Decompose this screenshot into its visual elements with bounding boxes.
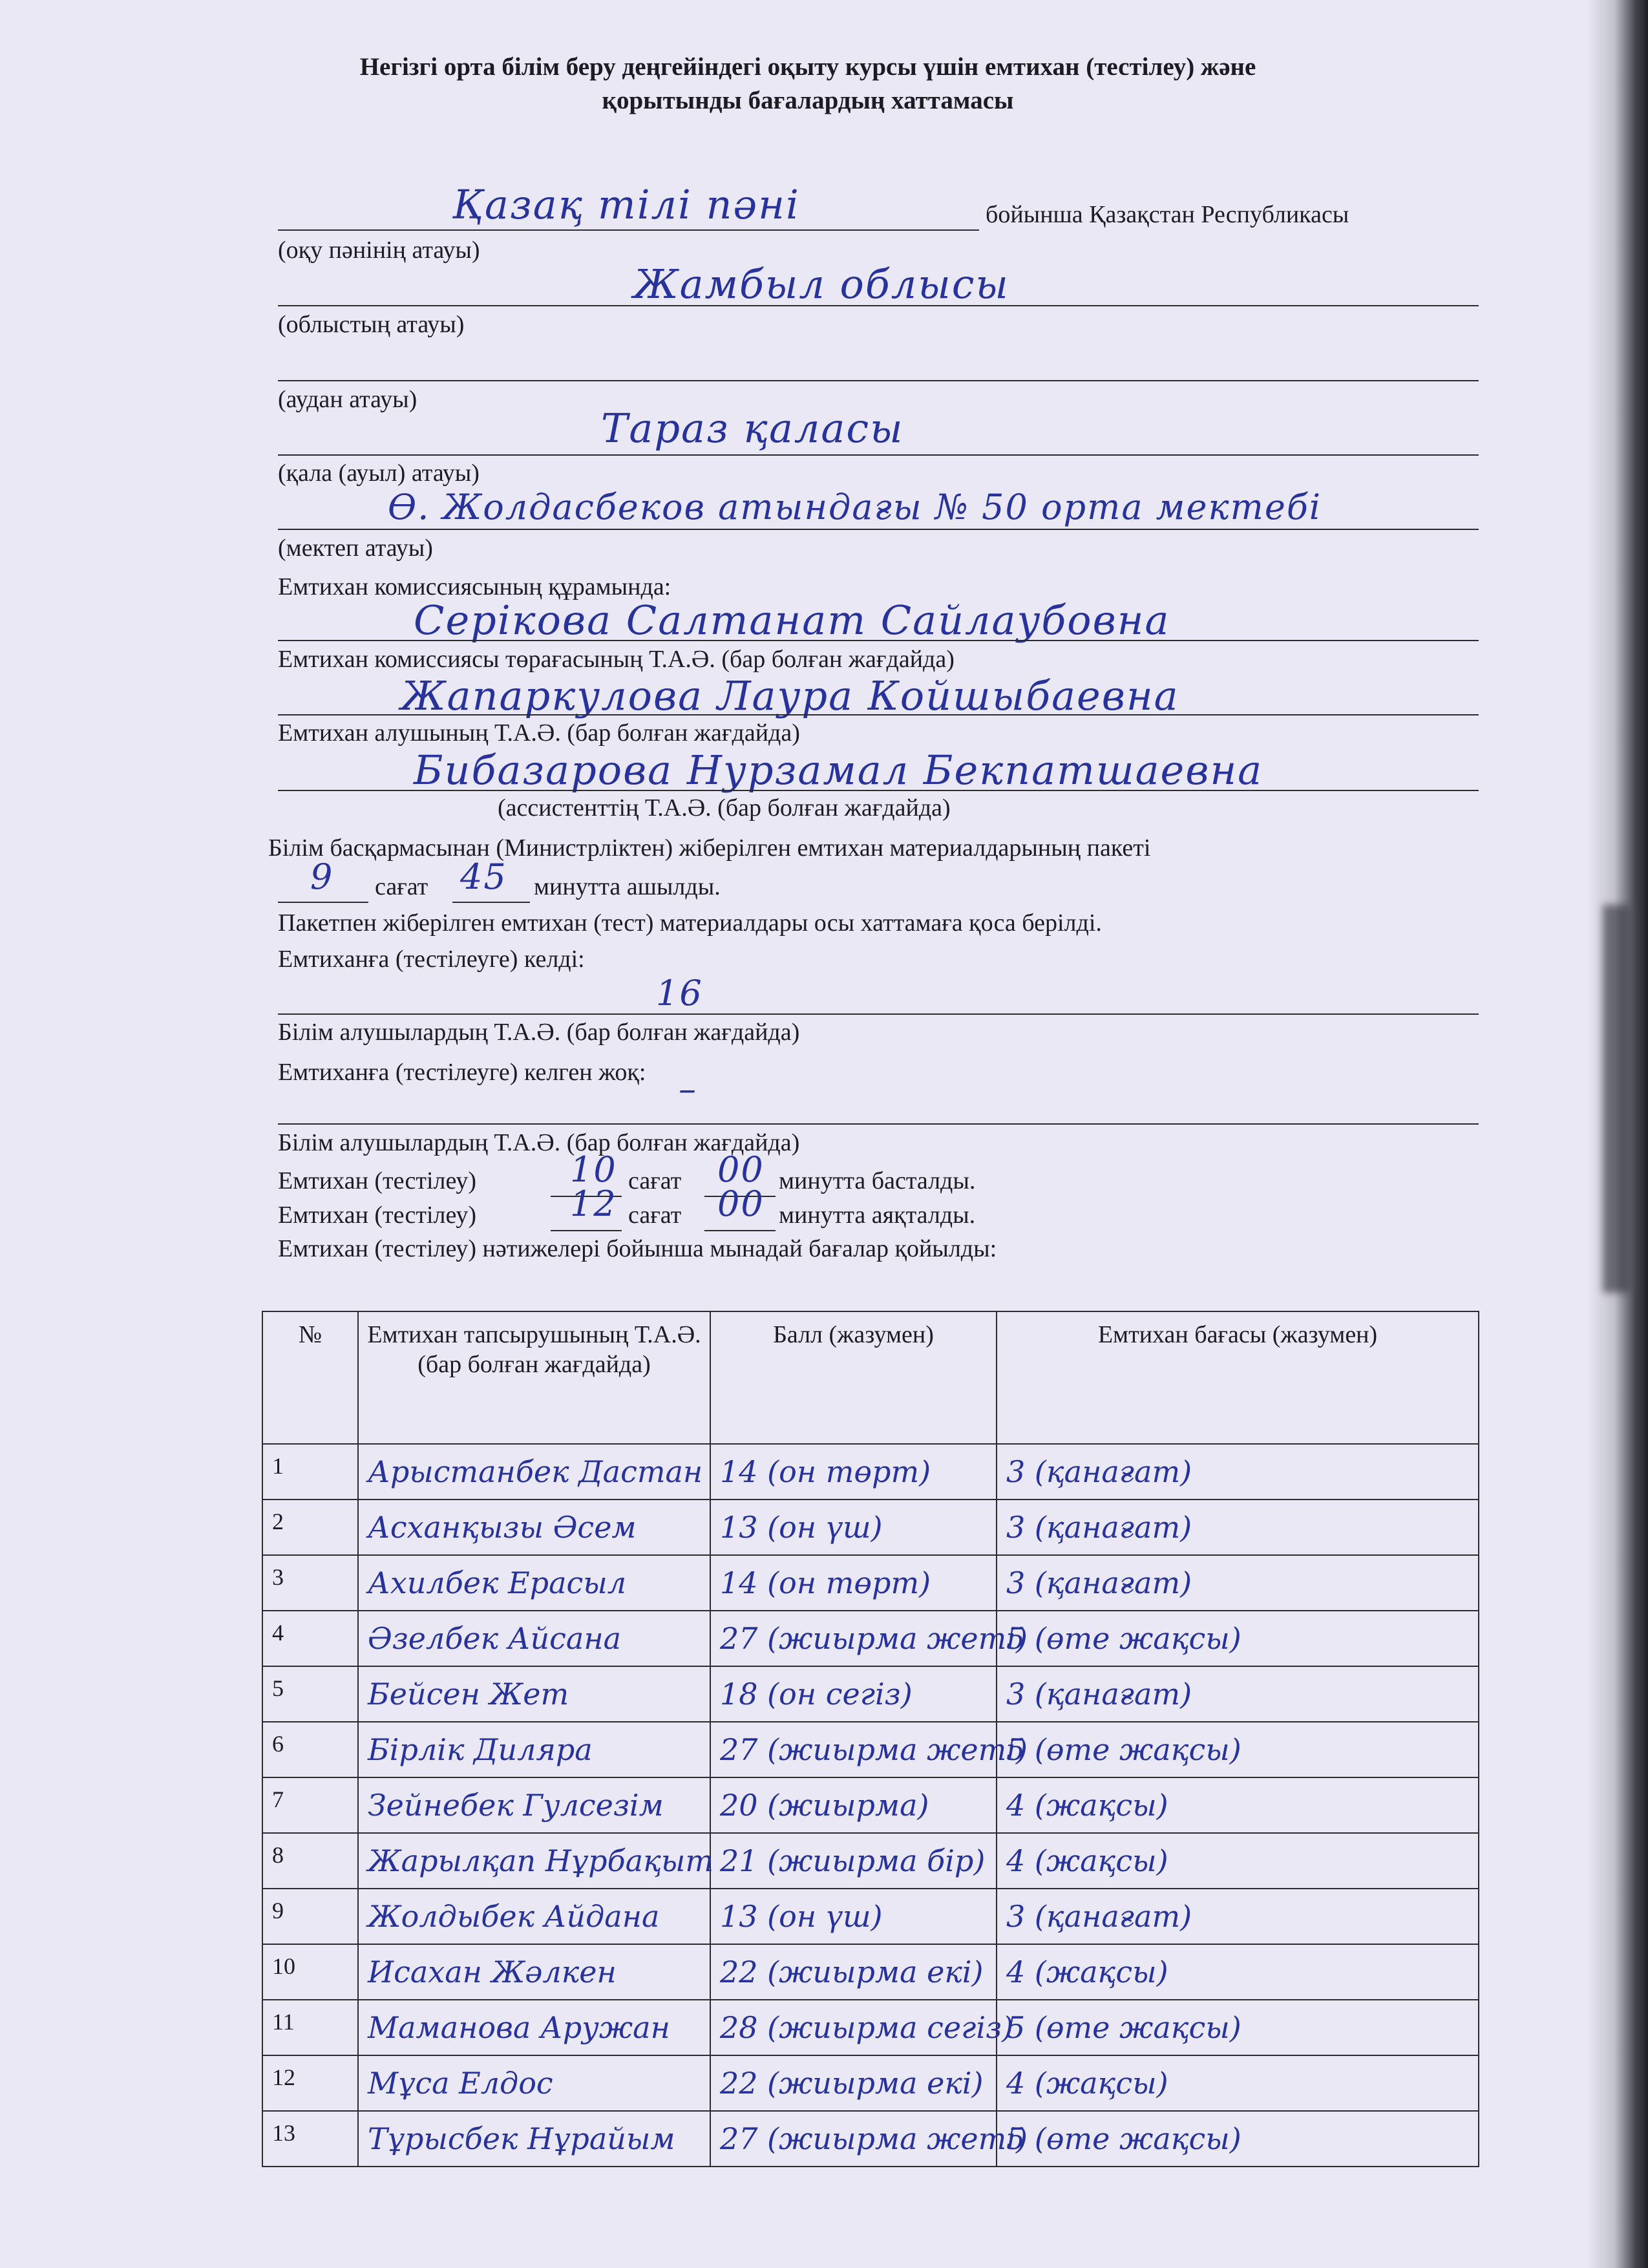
package-hour-blank <box>278 902 368 903</box>
row-score: 13 (он үш) <box>710 1889 997 1944</box>
city-caption: (қала (ауыл) атауы) <box>278 460 480 487</box>
table-row <box>262 1944 1479 2000</box>
city-rule <box>278 454 1479 456</box>
row-score: 14 (он төрт) <box>710 1555 997 1611</box>
package-minute: 45 <box>460 856 507 897</box>
school-rule <box>278 529 1479 530</box>
chair-handwritten: Серікова Салтанат Сайлаубовна <box>414 597 1170 644</box>
row-score: 27 (жиырма жеті) <box>710 1611 997 1666</box>
package-minute-word: минутта ашылды. <box>534 873 721 900</box>
row-grade: 5 (өте жақсы) <box>997 1611 1479 1666</box>
row-number: 9 <box>262 1889 358 1944</box>
subject-caption: (оқу пәнінің атауы) <box>278 237 480 264</box>
header-grade: Емтихан бағасы (жазумен) <box>997 1311 1479 1444</box>
row-number: 1 <box>262 1444 358 1500</box>
region-handwritten: Жамбыл облысы <box>633 260 1009 308</box>
row-number: 10 <box>262 1944 358 2000</box>
examiner-caption: Емтихан алушының Т.А.Ә. (бар болған жағдайда) <box>278 719 800 747</box>
row-number: 5 <box>262 1666 358 1722</box>
row-name: Зейнебек Гулсезім <box>358 1777 710 1833</box>
package-line: Білім басқармасынан (Министрліктен) жіберілген емтихан материалдарының пакеті <box>268 834 1151 862</box>
absent-handwritten: – <box>679 1068 697 1109</box>
table-row <box>262 2055 1479 2111</box>
row-score: 27 (жиырма жеті) <box>710 1722 997 1777</box>
row-grade: 3 (қанағат) <box>997 1889 1479 1944</box>
row-score: 20 (жиырма) <box>710 1777 997 1833</box>
results-table <box>262 1311 1479 2167</box>
start-hour: 10 <box>570 1149 617 1190</box>
table-row <box>262 1777 1479 1833</box>
district-caption: (аудан атауы) <box>278 386 417 413</box>
attended-handwritten: 16 <box>656 973 703 1013</box>
end-prefix: Емтихан (тестілеу) <box>278 1202 477 1229</box>
row-score: 27 (жиырма жеті) <box>710 2111 997 2167</box>
row-score: 21 (жиырма бір) <box>710 1833 997 1889</box>
subject-rule <box>278 229 979 231</box>
row-name: Маманова Аружан <box>358 2000 710 2055</box>
table-row <box>262 1555 1479 1611</box>
row-grade: 5 (өте жақсы) <box>997 1722 1479 1777</box>
heading-line-1: Негізгі орта білім беру деңгейіндегі оқыту курсы үшін емтихан (тестілеу) және <box>359 53 1256 81</box>
row-name: Бейсен Жет <box>358 1666 710 1722</box>
row-score: 14 (он төрт) <box>710 1444 997 1500</box>
header-name: Емтихан тапсырушының Т.А.Ә. (бар болған жағдайда) <box>358 1311 710 1444</box>
row-number: 8 <box>262 1833 358 1889</box>
chair-rule <box>278 640 1479 641</box>
row-grade: 4 (жақсы) <box>997 1777 1479 1833</box>
assistant-handwritten: Бибазарова Нурзамал Бекпатшаевна <box>414 747 1263 794</box>
row-grade: 4 (жақсы) <box>997 1833 1479 1889</box>
assistant-rule <box>278 790 1479 791</box>
table-row <box>262 1666 1479 1722</box>
table-row <box>262 1444 1479 1500</box>
row-score: 22 (жиырма екі) <box>710 2055 997 2111</box>
row-number: 6 <box>262 1722 358 1777</box>
row-name: Жолдыбек Айдана <box>358 1889 710 1944</box>
row-score: 13 (он үш) <box>710 1500 997 1555</box>
attended-caption: Білім алушылардың Т.А.Ә. (бар болған жағдайда) <box>278 1019 800 1046</box>
row-grade: 3 (қанағат) <box>997 1555 1479 1611</box>
start-prefix: Емтихан (тестілеу) <box>278 1167 477 1194</box>
district-rule <box>278 380 1479 381</box>
absent-label: Емтиханға (тестілеуге) келген жоқ: <box>278 1059 646 1086</box>
end-suffix: минутта аяқталды. <box>779 1202 976 1229</box>
table-row <box>262 1722 1479 1777</box>
table-header-row <box>262 1311 1479 1444</box>
package-minute-blank <box>452 902 530 903</box>
subject-suffix: бойынша Қазақстан Республикасы <box>986 201 1349 228</box>
header-number: № <box>262 1311 358 1444</box>
school-handwritten: Ө. Жолдасбеков атындағы № 50 орта мектебі <box>388 487 1322 527</box>
package-hour-word: сағат <box>375 873 428 900</box>
row-number: 13 <box>262 2111 358 2167</box>
table-row <box>262 2000 1479 2055</box>
row-number: 4 <box>262 1611 358 1666</box>
absent-rule <box>278 1123 1479 1125</box>
header-score: Балл (жазумен) <box>710 1311 997 1444</box>
row-grade: 4 (жақсы) <box>997 2055 1479 2111</box>
row-name: Исахан Жәлкен <box>358 1944 710 2000</box>
row-name: Асханқызы Әсем <box>358 1500 710 1555</box>
end-hour-word: сағат <box>628 1202 682 1229</box>
row-score: 22 (жиырма екі) <box>710 1944 997 2000</box>
region-rule <box>278 305 1479 306</box>
results-line: Емтихан (тестілеу) нәтижелері бойынша мынадай бағалар қойылды: <box>278 1235 997 1262</box>
table-row <box>262 1611 1479 1666</box>
examiner-handwritten: Жапаркулова Лаура Койшыбаевна <box>401 672 1179 719</box>
table-row <box>262 1500 1479 1555</box>
table-row <box>262 2111 1479 2167</box>
row-number: 7 <box>262 1777 358 1833</box>
heading-line-2: қорытынды бағалардың хаттамасы <box>602 87 1014 114</box>
row-name: Тұрысбек Нұрайым <box>358 2111 710 2167</box>
row-number: 3 <box>262 1555 358 1611</box>
end-hour-blank <box>551 1230 622 1231</box>
table-row <box>262 1833 1479 1889</box>
row-grade: 3 (қанағат) <box>997 1444 1479 1500</box>
school-caption: (мектеп атауы) <box>278 535 433 562</box>
chair-caption: Емтихан комиссиясы төрағасының Т.А.Ә. (бар болған жағдайда) <box>278 646 955 673</box>
absent-caption: Білім алушылардың Т.А.Ә. (бар болған жағдайда) <box>278 1129 800 1156</box>
row-number: 12 <box>262 2055 358 2111</box>
row-score: 18 (он сегіз) <box>710 1666 997 1722</box>
row-name: Бірлік Диляра <box>358 1722 710 1777</box>
row-grade: 3 (қанағат) <box>997 1666 1479 1722</box>
attached-line: Пакетпен жіберілген емтихан (тест) материалдары осы хаттамаға қоса берілді. <box>278 909 1102 937</box>
start-hour-word: сағат <box>628 1167 682 1194</box>
attended-label: Емтиханға (тестілеуге) келді: <box>278 946 585 973</box>
end-hour: 12 <box>570 1183 617 1224</box>
row-grade: 5 (өте жақсы) <box>997 2000 1479 2055</box>
assistant-caption: (ассистенттің Т.А.Ә. (бар болған жағдайда) <box>498 794 951 821</box>
row-name: Жарылқап Нұрбақыт <box>358 1833 710 1889</box>
row-grade: 4 (жақсы) <box>997 1944 1479 2000</box>
subject-handwritten: Қазақ тілі пәні <box>452 181 800 228</box>
region-caption: (облыстың атауы) <box>278 311 465 338</box>
row-name: Ахилбек Ерасыл <box>358 1555 710 1611</box>
start-suffix: минутта басталды. <box>779 1167 976 1194</box>
row-number: 11 <box>262 2000 358 2055</box>
end-minute-blank <box>704 1230 776 1231</box>
examiner-rule <box>278 714 1479 715</box>
row-name: Арыстанбек Дастан <box>358 1444 710 1500</box>
row-score: 28 (жиырма сегіз) <box>710 2000 997 2055</box>
package-hour: 9 <box>310 856 334 897</box>
scan-edge-shadow <box>1587 0 1648 2268</box>
city-handwritten: Тараз қаласы <box>601 405 904 452</box>
row-grade: 5 (өте жақсы) <box>997 2111 1479 2167</box>
document-heading <box>194 50 1422 118</box>
start-minute: 00 <box>717 1149 765 1190</box>
end-minute: 00 <box>717 1183 765 1224</box>
row-name: Мұса Елдос <box>358 2055 710 2111</box>
row-number: 2 <box>262 1500 358 1555</box>
row-grade: 3 (қанағат) <box>997 1500 1479 1555</box>
commission-label: Емтихан комиссиясының құрамында: <box>278 573 671 600</box>
attended-rule <box>278 1013 1479 1015</box>
row-name: Әзелбек Айсана <box>358 1611 710 1666</box>
table-row <box>262 1889 1479 1944</box>
